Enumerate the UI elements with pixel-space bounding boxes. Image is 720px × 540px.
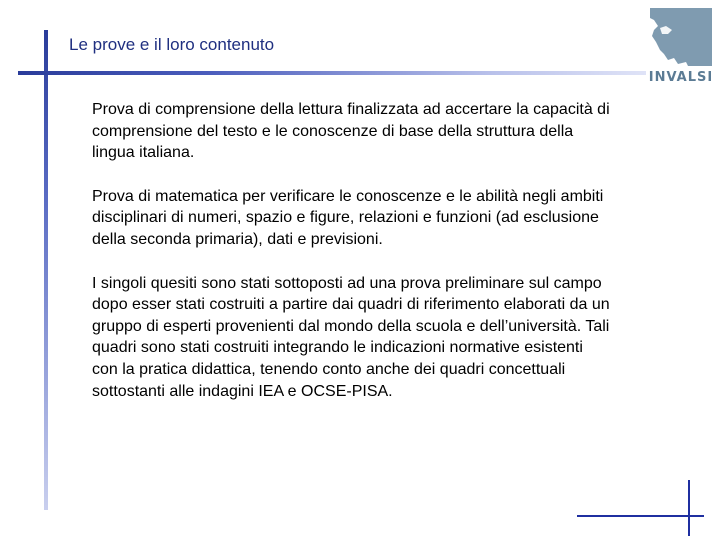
slide-body xyxy=(92,99,612,424)
title-underline-rule xyxy=(18,71,646,75)
paragraph-item-development: I singoli quesiti sono stati sottoposti ad una prova preliminare sul campo dopo esser stati costruiti a partire dai quadri di riferimento elaborati da un gruppo di esperti provenienti dal mondo della scuola e dell’università. Tali quadri sono stati costruiti integrando le indicazioni normative esistenti con la pratica didattica, tenendo conto anche dei quadri concettuali sottostanti alle indagini IEA e OCSE-PISA. xyxy=(92,274,610,400)
slide-title: Le prove e il loro contenuto xyxy=(69,35,275,54)
paragraph-math-test: Prova di matematica per verificare le conoscenze e le abilità negli ambiti disciplinari di numeri, spazio e figure, relazioni e funzioni (ad esclusione della seconda primaria), dati e previsioni. xyxy=(92,187,604,248)
logo-map-icon xyxy=(648,6,714,68)
left-vertical-rule xyxy=(44,30,48,510)
corner-vertical-rule xyxy=(688,480,690,536)
corner-horizontal-rule xyxy=(577,515,704,517)
logo-wordmark: INVALSI xyxy=(648,70,714,85)
paragraph-reading-test: Prova di comprensione della lettura finalizzata ad accertare la capacità di comprensione del testo e le conoscenze di base della struttura della lingua italiana. xyxy=(92,101,610,162)
invalsi-logo xyxy=(648,6,714,90)
